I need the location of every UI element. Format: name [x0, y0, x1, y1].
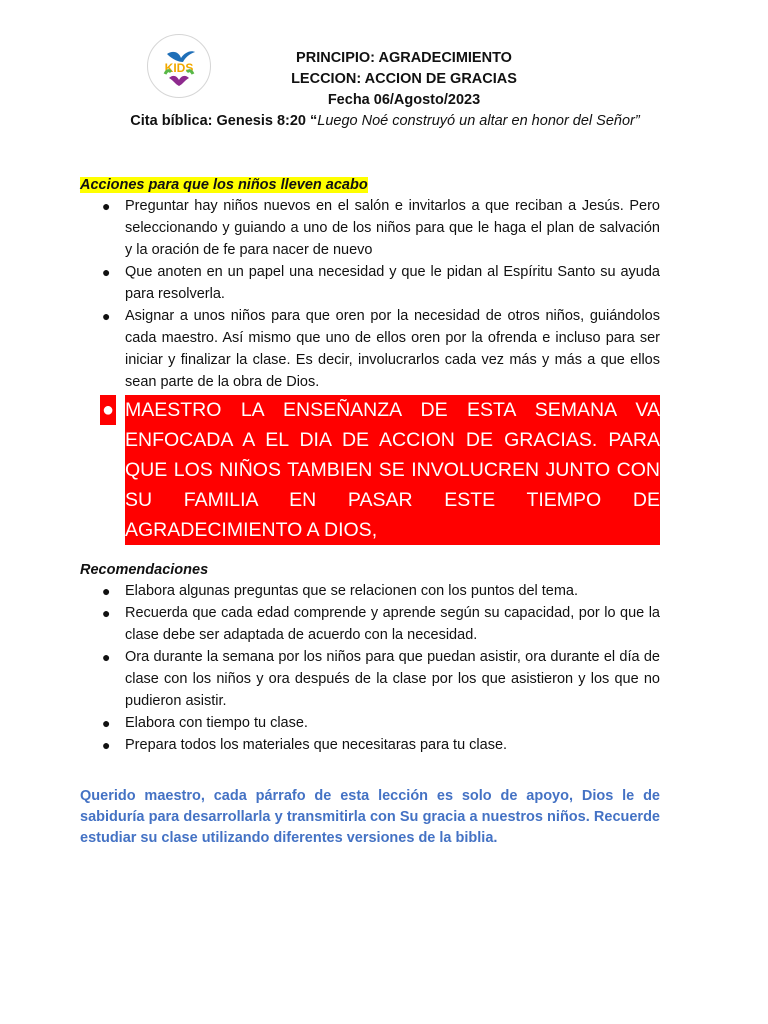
- recomendaciones-section: [80, 560, 660, 756]
- acciones-section: [80, 175, 660, 545]
- citation-text: Luego Noé construyó un altar en honor del Señor”: [317, 113, 640, 129]
- bullet-icon: ●: [102, 198, 111, 214]
- lesson-date: Fecha 06/Agosto/2023: [327, 92, 481, 108]
- bullet-icon: ●: [102, 715, 111, 731]
- bible-citation: [60, 111, 710, 132]
- bullet-icon: ●: [102, 583, 111, 599]
- principle-title: PRINCIPIO: AGRADECIMIENTO: [296, 50, 512, 66]
- recomendaciones-title: Recomendaciones: [80, 562, 209, 578]
- bullet-icon: ●: [102, 737, 111, 753]
- list-item: ● Elabora con tiempo tu clase.: [80, 712, 660, 734]
- lesson-header: [60, 48, 710, 132]
- logo-text: KIDS: [164, 61, 194, 75]
- acciones-title: Acciones para que los niños lleven acabo: [80, 177, 368, 193]
- acciones-list: [80, 195, 660, 393]
- citation-label: Cita bíblica: Genesis 8:20 “: [130, 113, 318, 129]
- list-item: ● Elabora algunas preguntas que se relacionen con los puntos del tema.: [80, 580, 660, 602]
- list-item: ● Que anoten en un papel una necesidad y que le pidan al Espíritu Santo su ayuda para resolverla.: [80, 261, 660, 305]
- recomendaciones-list: [80, 580, 660, 756]
- list-item: ● Prepara todos los materiales que necesitaras para tu clase.: [80, 734, 660, 756]
- list-item: ● Recuerda que cada edad comprende y aprende según su capacidad, por lo que la clase debe ser adaptada de acuerdo con la necesidad.: [80, 602, 660, 646]
- list-item: ● Preguntar hay niños nuevos en el salón e invitarlos a que reciban a Jesús. Pero seleccionando y guiando a uno de los niños para que le haga el plan de salvación y la oración de fe para nacer de nuevo: [80, 195, 660, 261]
- bullet-icon: ●: [102, 649, 111, 665]
- list-item: ● Ora durante la semana por los niños para que puedan asistir, ora durante el día de clase con los niños y ora después de la clase por los que asistieron y los que no pudieron asistir.: [80, 646, 660, 712]
- highlight-item: [80, 395, 660, 545]
- teacher-highlight: MAESTRO LA ENSEÑANZA DE ESTA SEMANA VA ENFOCADA A EL DIA DE ACCION DE GRACIAS. PARA QUE LOS NIÑOS TAMBIEN SE INVOLUCREN JUNTO CON SU FAMILIA EN PASAR ESTE TIEMPO DE AGRADECIMIENTO A DIOS,: [125, 395, 660, 545]
- bullet-icon: ●: [102, 264, 111, 280]
- list-item: ● Asignar a unos niños para que oren por la necesidad de otros niños, guiándolos cada maestro. Así mismo que uno de ellos oren por la ofrenda e incluso para ser iniciar y finalizar la clase. Es decir, involucrarlos cada vez más y más a que ellos sean parte de la obra de Dios.: [80, 305, 660, 393]
- final-note: Querido maestro, cada párrafo de esta lección es solo de apoyo, Dios le de sabiduría para desarrollarla y transmitirla con Su gracia a nuestros niños. Recuerde estudiar su clase utilizando diferentes versiones de la biblia.: [80, 788, 660, 846]
- bullet-icon: ●: [102, 308, 111, 324]
- bullet-icon: ●: [102, 605, 111, 621]
- bullet-icon: ●: [100, 395, 116, 425]
- lesson-title: LECCION: ACCION DE GRACIAS: [291, 71, 517, 87]
